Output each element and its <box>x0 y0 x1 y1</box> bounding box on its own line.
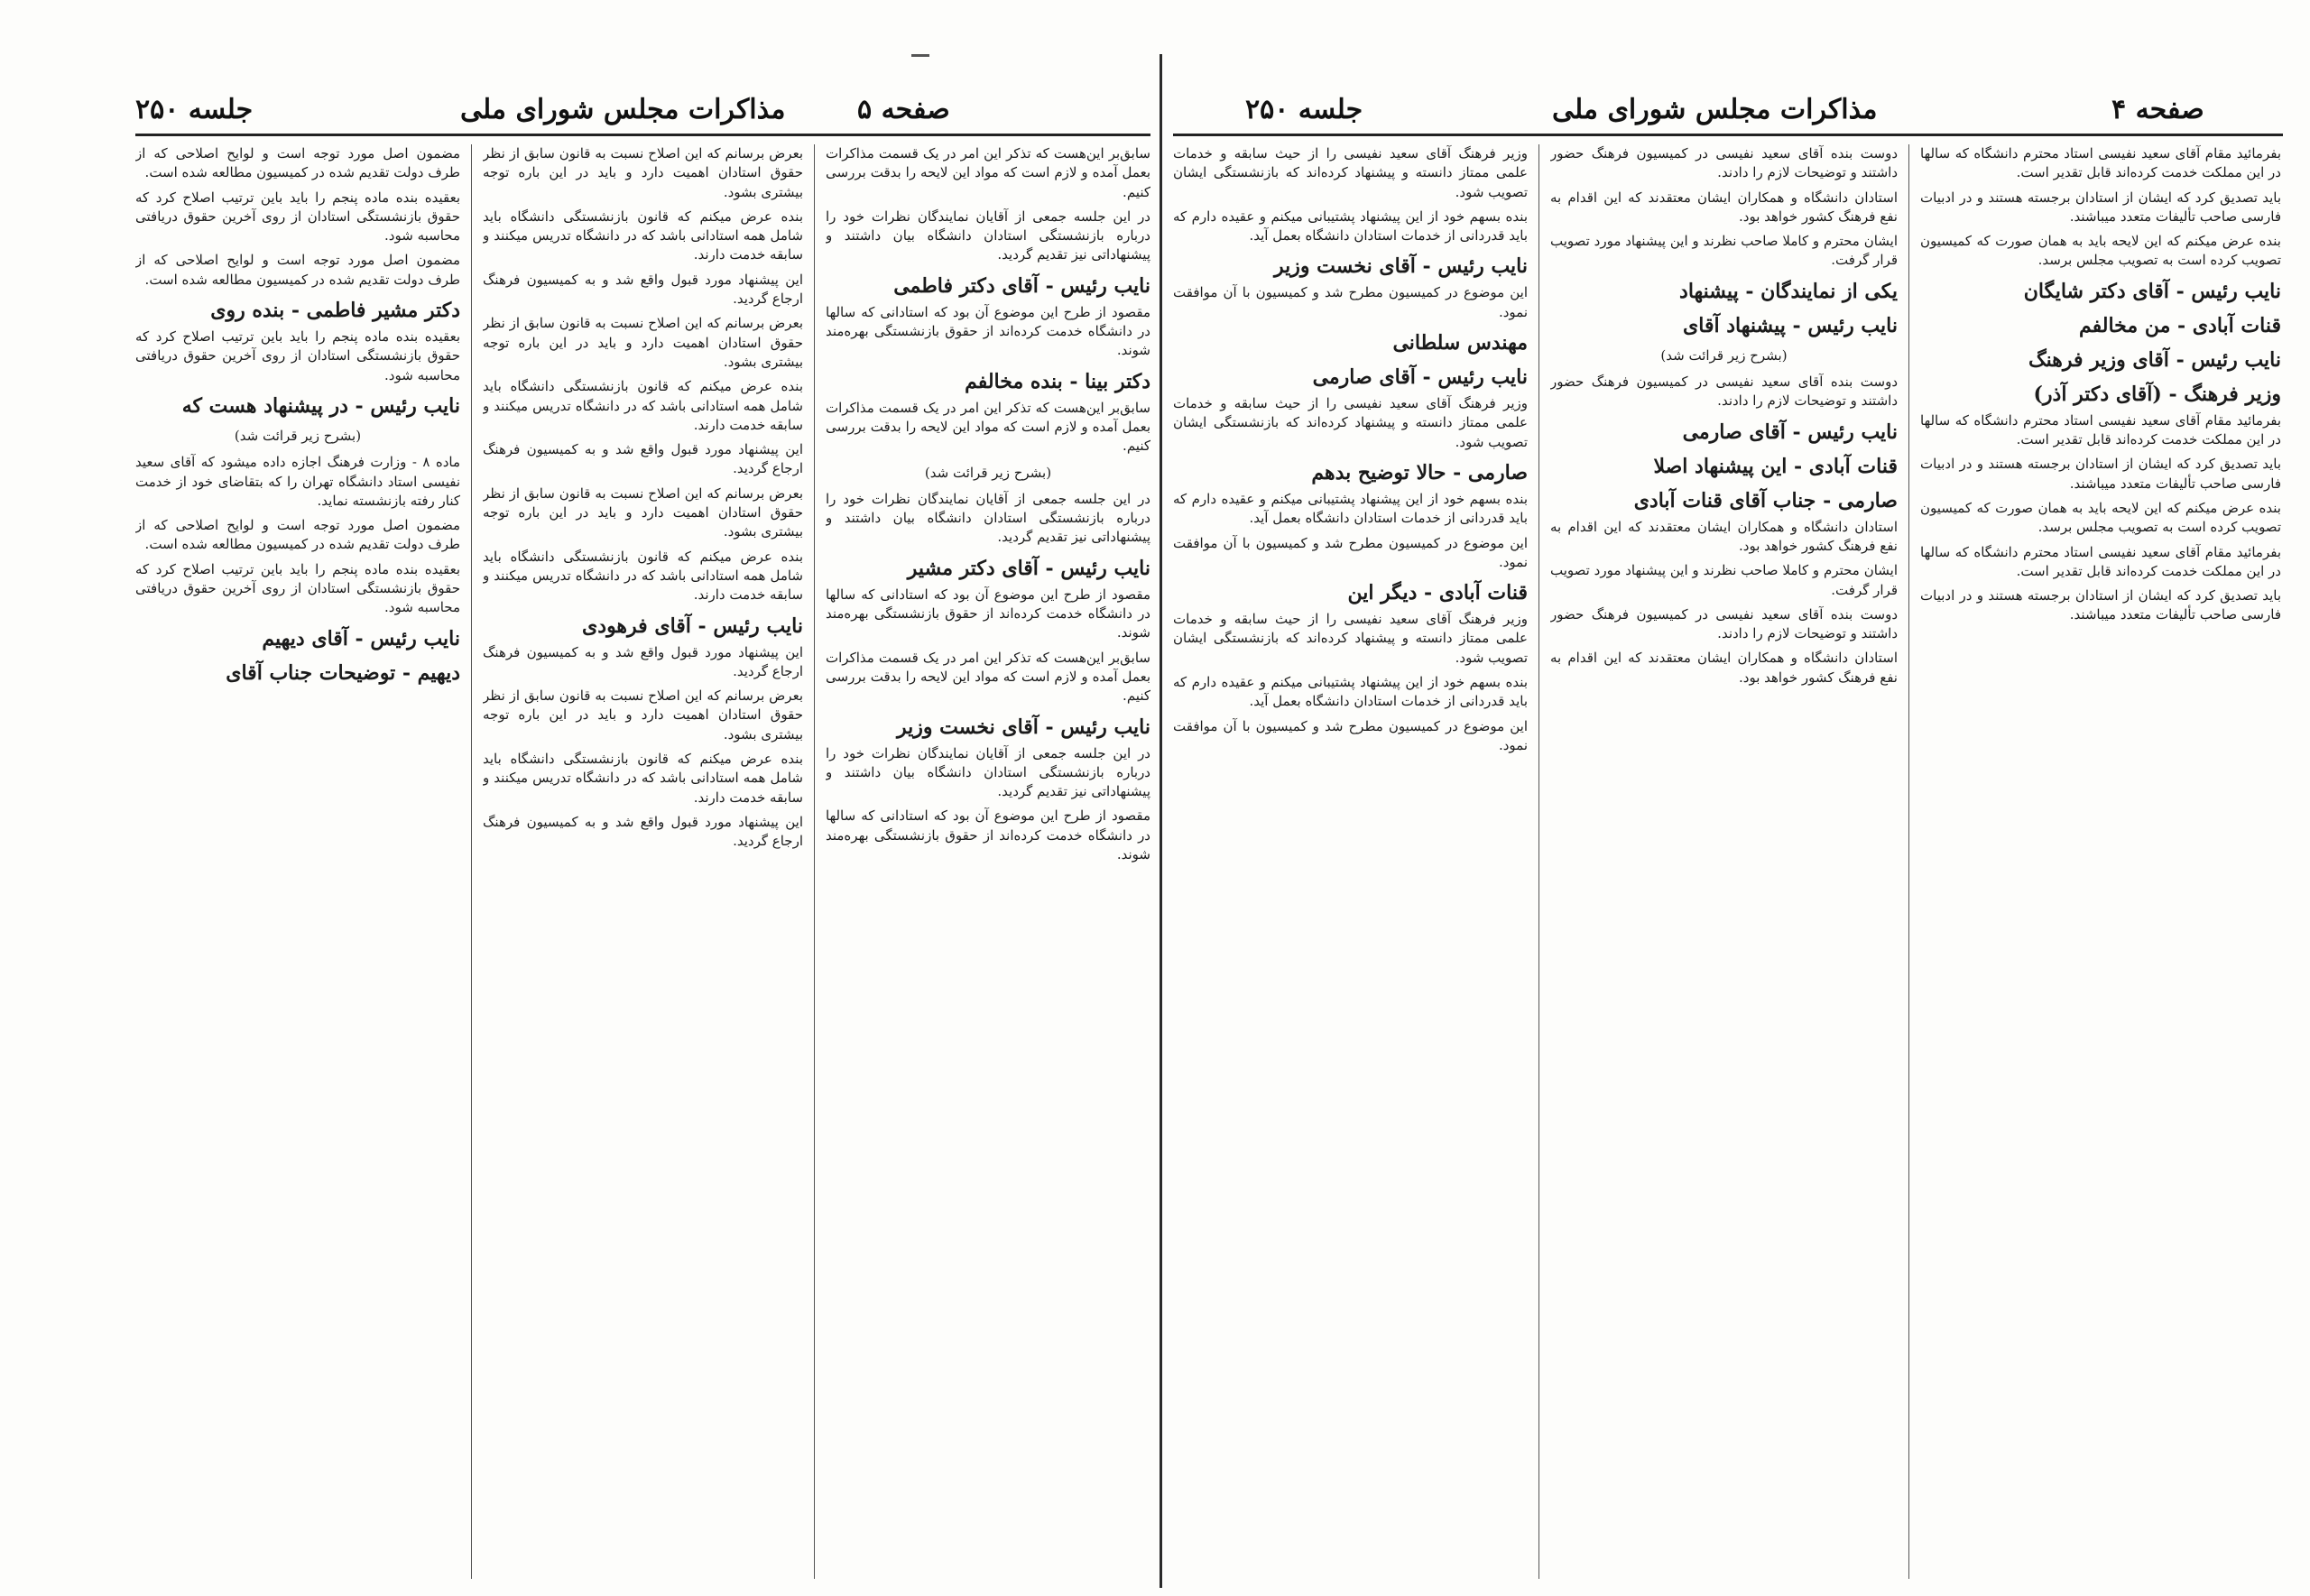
paragraph: مقصود از طرح این موضوع آن بود که استادانی که سالها در دانشگاه خدمت کرده‌اند از حقوق بازنشستگی بهره‌مند شوند. <box>826 586 1150 641</box>
paragraph: بنده عرض میکنم که قانون بازنشستگی دانشگاه باید شامل همه استادانی باشد که در دانشگاه تدریس میکنند و سابقه خدمت دارند. <box>483 378 803 433</box>
paragraph: دوست بنده آقای سعید نفیسی در کمیسیون فرهنگ حضور داشتند و توضیحات لازم را دادند. <box>1550 374 1898 410</box>
right-column-1 <box>1920 144 2281 1579</box>
paragraph: بعقیده بنده ماده پنجم را باید باین ترتیب اصلاح کرد که حقوق بازنشستگی استادان از روی آخرین حقوق دریافتی محاسبه شود. <box>135 189 460 244</box>
paragraph: این پیشنهاد مورد قبول واقع شد و به کمیسیون فرهنگ ارجاع گردید. <box>483 813 803 850</box>
column-divider <box>1538 144 1539 1579</box>
right-session-number: جلسه ۲۵۰ <box>1245 94 1363 125</box>
paragraph: استادان دانشگاه و همکاران ایشان معتقدند که این اقدام به نفع فرهنگ کشور خواهد بود. <box>1550 189 1898 225</box>
right-column-3 <box>1173 144 1528 1579</box>
right-page-header <box>1173 87 2283 137</box>
reading-note: (بشرح زیر قرائت شد) <box>924 464 1052 481</box>
speaker-heading: دیهیم - توضیحات جناب آقای <box>226 660 460 685</box>
speaker-heading: نایب رئیس - آقای دکتر شایگان <box>2023 279 2281 303</box>
paragraph: مضمون اصل مورد توجه است و لوایح اصلاحی که از طرف دولت تقدیم شده در کمیسیون مطالعه شده است. <box>135 517 460 553</box>
speaker-heading: نایب رئیس - آقای صارمی <box>1312 365 1528 390</box>
left-session-number: جلسه ۲۵۰ <box>135 94 254 125</box>
paragraph: سابق‌بر این‌هست که تذکر این امر در یک قسمت مذاکرات بعمل آمده و لازم است که مواد این لایحه را بدقت بررسی کنیم. <box>826 399 1150 455</box>
paragraph: این موضوع در کمیسیون مطرح شد و کمیسیون با آن موافقت نمود. <box>1173 717 1528 753</box>
paragraph: سابق‌بر این‌هست که تذکر این امر در یک قسمت مذاکرات بعمل آمده و لازم است که مواد این لایحه را بدقت بررسی کنیم. <box>826 649 1150 705</box>
paragraph: بعرض برسانم که این اصلاح نسبت به قانون سابق از نظر حقوق استادان اهمیت دارد و باید در این باره توجه بیشتری بشود. <box>483 687 803 743</box>
paragraph: بفرمائید مقام آقای سعید نفیسی استاد محترم دانشگاه که سالها در این مملکت خدمت کرده‌اند قابل تقدیر است. <box>1920 145 2281 181</box>
speaker-heading: یکی از نمایندگان - پیشنهاد <box>1679 279 1898 303</box>
paragraph: در این جلسه جمعی از آقایان نمایندگان نظرات خود را درباره بازنشستگی استادان دانشگاه بیان داشتند و پیشنهاداتی نیز تقدیم گردید. <box>826 208 1150 263</box>
paragraph: باید تصدیق کرد که ایشان از استادان برجسته هستند و در ادبیات فارسی صاحب تألیفات متعدد میباشند. <box>1920 456 2281 492</box>
paragraph: بنده بسهم خود از این پیشنهاد پشتیبانی میکنم و عقیده دارم که باید قدردانی از خدمات استادان دانشگاه بعمل آید. <box>1173 674 1528 710</box>
speaker-heading: نایب رئیس - آقای دیهیم <box>262 626 460 650</box>
paragraph: بنده عرض میکنم که قانون بازنشستگی دانشگاه باید شامل همه استادانی باشد که در دانشگاه تدریس میکنند و سابقه خدمت دارند. <box>483 208 803 263</box>
speaker-heading: دکتر مشیر فاطمی - بنده روی <box>210 299 460 323</box>
paragraph: باید تصدیق کرد که ایشان از استادان برجسته هستند و در ادبیات فارسی صاحب تألیفات متعدد میباشند. <box>1920 189 2281 225</box>
speaker-heading: نایب رئیس - پیشنهاد آقای <box>1683 313 1898 337</box>
paragraph: استادان دانشگاه و همکاران ایشان معتقدند که این اقدام به نفع فرهنگ کشور خواهد بود. <box>1550 650 1898 686</box>
column-divider <box>1908 144 1909 1579</box>
paragraph: مضمون اصل مورد توجه است و لوایح اصلاحی که از طرف دولت تقدیم شده در کمیسیون مطالعه شده است. <box>135 252 460 288</box>
paragraph: در این جلسه جمعی از آقایان نمایندگان نظرات خود را درباره بازنشستگی استادان دانشگاه بیان داشتند و پیشنهاداتی نیز تقدیم گردید. <box>826 744 1150 800</box>
paragraph: وزیر فرهنگ آقای سعید نفیسی را از حیث سابقه و خدمات علمی ممتاز دانسته و پیشنهاد کرده‌اند که بازنشستگی ایشان تصویب شود. <box>1173 395 1528 450</box>
column-divider <box>814 144 815 1579</box>
reading-note: (بشرح زیر قرائت شد) <box>1660 346 1788 364</box>
paragraph: وزیر فرهنگ آقای سعید نفیسی را از حیث سابقه و خدمات علمی ممتاز دانسته و پیشنهاد کرده‌اند که بازنشستگی ایشان تصویب شود. <box>1173 611 1528 666</box>
paragraph: مقصود از طرح این موضوع آن بود که استادانی که سالها در دانشگاه خدمت کرده‌اند از حقوق بازنشستگی بهره‌مند شوند. <box>826 807 1150 863</box>
print-mark <box>911 54 929 57</box>
paragraph: استادان دانشگاه و همکاران ایشان معتقدند که این اقدام به نفع فرهنگ کشور خواهد بود. <box>1550 518 1898 554</box>
left-page <box>135 87 1150 1584</box>
paragraph: بنده بسهم خود از این پیشنهاد پشتیبانی میکنم و عقیده دارم که باید قدردانی از خدمات استادان دانشگاه بعمل آید. <box>1173 490 1528 527</box>
paragraph: این موضوع در کمیسیون مطرح شد و کمیسیون با آن موافقت نمود. <box>1173 534 1528 570</box>
speaker-heading: مهندس سلطانی <box>1392 331 1528 355</box>
paragraph: بنده عرض میکنم که این لایحه باید به همان صورت که کمیسیون تصویب کرده است به تصویب مجلس برسد. <box>1920 499 2281 536</box>
left-page-header <box>135 87 1150 137</box>
speaker-heading: دکتر بینا - بنده مخالفم <box>965 369 1150 393</box>
paragraph: این پیشنهاد مورد قبول واقع شد و به کمیسیون فرهنگ ارجاع گردید. <box>483 643 803 679</box>
speaker-heading: نایب رئیس - آقای دکتر مشیر <box>907 556 1150 580</box>
paragraph: بنده بسهم خود از این پیشنهاد پشتیبانی میکنم و عقیده دارم که باید قدردانی از خدمات استادان دانشگاه بعمل آید. <box>1173 208 1528 244</box>
paragraph: ایشان محترم و کاملا صاحب نظرند و این پیشنهاد مورد تصویب قرار گرفت. <box>1550 562 1898 598</box>
paragraph: بعقیده بنده ماده پنجم را باید باین ترتیب اصلاح کرد که حقوق بازنشستگی استادان از روی آخرین حقوق دریافتی محاسبه شود. <box>135 328 460 383</box>
speaker-heading: قنات آبادی - من مخالفم <box>2079 313 2281 337</box>
paragraph: دوست بنده آقای سعید نفیسی در کمیسیون فرهنگ حضور داشتند و توضیحات لازم را دادند. <box>1550 145 1898 181</box>
paragraph: مضمون اصل مورد توجه است و لوایح اصلاحی که از طرف دولت تقدیم شده در کمیسیون مطالعه شده است. <box>135 145 460 181</box>
paragraph: بفرمائید مقام آقای سعید نفیسی استاد محترم دانشگاه که سالها در این مملکت خدمت کرده‌اند قابل تقدیر است. <box>1920 411 2281 448</box>
paragraph: ماده ۸ - وزارت فرهنگ اجازه داده میشود که آقای سعید نفیسی استاد دانشگاه تهران را که بتقاضای خود از خدمت کنار رفته بازنشسته نماید. <box>135 454 460 509</box>
left-column-1 <box>826 144 1150 1579</box>
speaker-heading: قنات آبادی - این پیشنهاد اصلا <box>1653 454 1898 478</box>
paragraph: وزیر فرهنگ آقای سعید نفیسی را از حیث سابقه و خدمات علمی ممتاز دانسته و پیشنهاد کرده‌اند که بازنشستگی ایشان تصویب شود. <box>1173 145 1528 200</box>
paragraph: بعرض برسانم که این اصلاح نسبت به قانون سابق از نظر حقوق استادان اهمیت دارد و باید در این باره توجه بیشتری بشود. <box>483 315 803 370</box>
left-column-3 <box>135 144 460 1579</box>
column-divider <box>471 144 472 1579</box>
left-page-number: صفحه ۵ <box>857 94 950 125</box>
right-page <box>1173 87 2283 1584</box>
paragraph: این پیشنهاد مورد قبول واقع شد و به کمیسیون فرهنگ ارجاع گردید. <box>483 271 803 308</box>
paragraph: ایشان محترم و کاملا صاحب نظرند و این پیشنهاد مورد تصویب قرار گرفت. <box>1550 233 1898 269</box>
paragraph: در این جلسه جمعی از آقایان نمایندگان نظرات خود را درباره بازنشستگی استادان دانشگاه بیان داشتند و پیشنهاداتی نیز تقدیم گردید. <box>826 490 1150 546</box>
paragraph: بنده عرض میکنم که قانون بازنشستگی دانشگاه باید شامل همه استادانی باشد که در دانشگاه تدریس میکنند و سابقه خدمت دارند. <box>483 751 803 806</box>
left-header-rule <box>135 134 1150 136</box>
paragraph: بنده عرض میکنم که این لایحه باید به همان صورت که کمیسیون تصویب کرده است به تصویب مجلس برسد. <box>1920 233 2281 269</box>
speaker-heading: صارمی - حالا توضیح بدهم <box>1311 460 1528 484</box>
paragraph: سابق‌بر این‌هست که تذکر این امر در یک قسمت مذاکرات بعمل آمده و لازم است که مواد این لایحه را بدقت بررسی کنیم. <box>826 145 1150 200</box>
speaker-heading: قنات آبادی - دیگر این <box>1347 581 1528 605</box>
paragraph: باید تصدیق کرد که ایشان از استادان برجسته هستند و در ادبیات فارسی صاحب تألیفات متعدد میباشند. <box>1920 587 2281 623</box>
paragraph: این پیشنهاد مورد قبول واقع شد و به کمیسیون فرهنگ ارجاع گردید. <box>483 441 803 477</box>
paragraph: بعقیده بنده ماده پنجم را باید باین ترتیب اصلاح کرد که حقوق بازنشستگی استادان از روی آخرین حقوق دریافتی محاسبه شود. <box>135 560 460 616</box>
paragraph: بفرمائید مقام آقای سعید نفیسی استاد محترم دانشگاه که سالها در این مملکت خدمت کرده‌اند قابل تقدیر است. <box>1920 543 2281 579</box>
paragraph: بعرض برسانم که این اصلاح نسبت به قانون سابق از نظر حقوق استادان اهمیت دارد و باید در این باره توجه بیشتری بشود. <box>483 484 803 540</box>
right-page-number: صفحه ۴ <box>2111 94 2204 125</box>
speaker-heading: نایب رئیس - آقای وزیر فرهنگ <box>2028 347 2281 372</box>
speaker-heading: نایب رئیس - در پیشنهاد هست که <box>181 393 460 418</box>
speaker-heading: نایب رئیس - آقای دکتر فاطمی <box>893 273 1150 298</box>
paragraph: بعرض برسانم که این اصلاح نسبت به قانون سابق از نظر حقوق استادان اهمیت دارد و باید در این باره توجه بیشتری بشود. <box>483 145 803 200</box>
right-column-2 <box>1550 144 1898 1579</box>
left-page-title: مذاکرات مجلس شورای ملی <box>460 94 786 125</box>
left-column-2 <box>483 144 803 1579</box>
speaker-heading: نایب رئیس - آقای فرهودی <box>582 613 803 638</box>
paragraph: دوست بنده آقای سعید نفیسی در کمیسیون فرهنگ حضور داشتند و توضیحات لازم را دادند. <box>1550 605 1898 642</box>
speaker-heading: نایب رئیس - آقای نخست وزیر <box>1273 254 1528 279</box>
page-gutter <box>1160 54 1162 1588</box>
speaker-heading: وزیر فرهنگ - (آقای دکتر آذر) <box>2033 382 2281 406</box>
paragraph: این موضوع در کمیسیون مطرح شد و کمیسیون با آن موافقت نمود. <box>1173 284 1528 320</box>
paragraph: مقصود از طرح این موضوع آن بود که استادانی که سالها در دانشگاه خدمت کرده‌اند از حقوق بازنشستگی بهره‌مند شوند. <box>826 303 1150 359</box>
speaker-heading: نایب رئیس - آقای نخست وزیر <box>896 715 1150 739</box>
speaker-heading: صارمی - جناب آقای قنات آبادی <box>1633 488 1898 512</box>
right-header-rule <box>1173 134 2283 136</box>
right-page-title: مذاکرات مجلس شورای ملی <box>1552 94 1878 125</box>
speaker-heading: نایب رئیس - آقای صارمی <box>1682 420 1898 444</box>
reading-note: (بشرح زیر قرائت شد) <box>234 427 362 444</box>
paragraph: بنده عرض میکنم که قانون بازنشستگی دانشگاه باید شامل همه استادانی باشد که در دانشگاه تدریس میکنند و سابقه خدمت دارند. <box>483 548 803 604</box>
